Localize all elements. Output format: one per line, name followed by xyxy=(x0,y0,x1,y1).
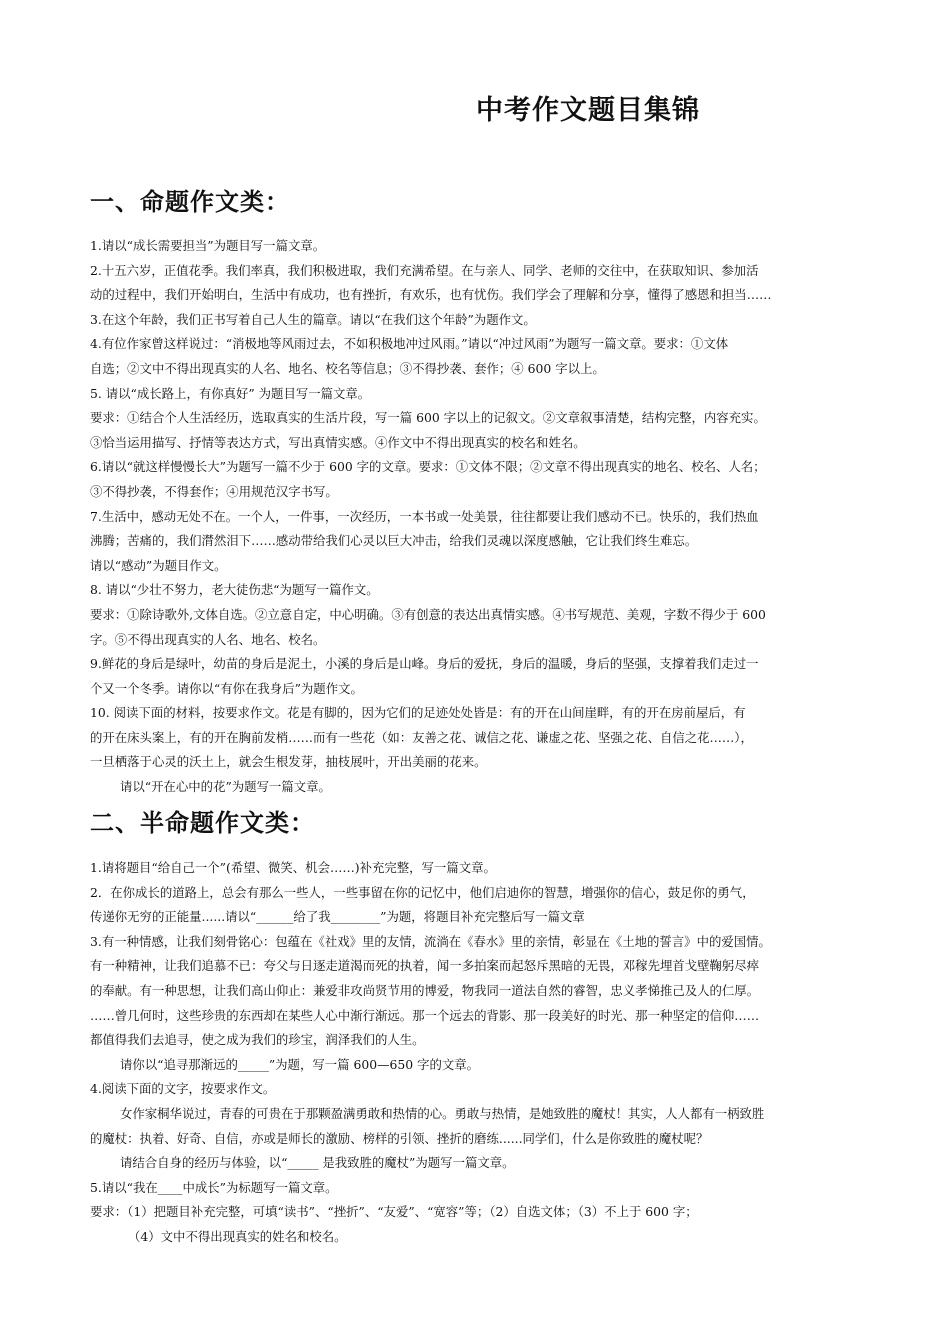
text-line: 3.在这个年龄，我们正书写着自己人生的篇章。请以“在我们这个年龄”为题作文。 xyxy=(90,311,536,327)
text-line: 4.有位作家曾这样说过：“消极地等风雨过去，不如积极地冲过风雨。”请以“冲过风雨”为题写一篇文章。要求：①文体 xyxy=(90,336,729,352)
text-line: 字。⑤不得出现真实的人名、地名、校名。 xyxy=(90,631,326,647)
text-line: 个又一个冬季。请你以“有你在我身后”为题作文。 xyxy=(90,680,363,696)
text-line: 传递你无穷的正能量......请以“______给了我________”为题，将题目补充完整后写一篇文章 xyxy=(90,909,585,925)
text-line: 1.请将题目“给自己一个”(希望、微笑、机会……)补充完整，写一篇文章。 xyxy=(90,860,496,875)
text-line: 自选；②文中不得出现真实的人名、地名、校名等信息；③不得抄袭、套作；④ 600 字以上。 xyxy=(90,360,605,376)
text-line: 一旦栖落于心灵的沃土上，就会生根发芽，抽枝展叶，开出美丽的花来。 xyxy=(90,754,487,770)
section-body-proposition xyxy=(90,234,862,800)
text-line: 3.有一种情感，让我们刻骨铭心：包蕴在《社戏》里的友情，流淌在《春水》里的亲情，彰显在《土地的誓言》中的爱国情。 xyxy=(90,933,771,949)
text-line: 请以“感动”为题目作文。 xyxy=(90,557,227,573)
text-line: 女作家桐华说过，青春的可贵在于那颗盈满勇敢和热情的心。勇敢与热情，是她致胜的魔杖！其实，人人都有一柄致胜 xyxy=(120,1105,765,1121)
text-line: 要求：①结合个人生活经历，选取真实的生活片段，写一篇 600 字以上的记叙文。②文章叙事清楚，结构完整，内容充实。 xyxy=(90,410,766,426)
text-line: 7.生活中，感动无处不在。一个人，一件事，一次经历，一本书或一处美景，往往都要让我们感动不已。快乐的，我们热血 xyxy=(90,508,759,524)
text-line: ③不得抄袭，不得套作；④用规范汉字书写。 xyxy=(90,483,338,499)
text-line: 有一种精神，让我们追慕不已：夸父与日逐走道渴而死的执着，闻一多拍案而起怒斥黑暗的无畏，邓稼先埋首戈壁鞠躬尽瘁 xyxy=(90,958,760,974)
text-line: 请以“开在心中的花”为题写一篇文章。 xyxy=(120,779,331,795)
text-line: 请你以“追寻那渐远的_____”为题，写一篇 600—650 字的文章。 xyxy=(120,1056,480,1072)
text-line: 的魔杖：执着、好奇、自信，亦或是师长的激励、榜样的引领、挫折的磨练......同学们，什么是你致胜的魔杖呢？ xyxy=(90,1130,709,1146)
text-line: 9.鲜花的身后是绿叶，幼苗的身后是泥土，小溪的身后是山峰。身后的爱抚，身后的温暖，身后的坚强，支撑着我们走过一 xyxy=(90,656,759,672)
text-line: 沸腾；苦痛的，我们潸然泪下……感动带给我们心灵以巨大冲击，给我们灵魂以深度感触，它让我们终生难忘。 xyxy=(90,533,698,549)
text-line: 2.十五六岁，正值花季。我们率真，我们积极进取，我们充满希望。在与亲人、同学、老师的交往中，在获取知识、参加活 xyxy=(90,262,759,278)
text-line: （4）文中不得出现真实的姓名和校名。 xyxy=(128,1228,347,1244)
text-line: 请结合自身的经历与体验，以“_____ 是我致胜的魔杖”为题写一篇文章。 xyxy=(120,1155,515,1171)
text-line: 要求：（1）把题目补充完整，可填“读书”、“挫折”、“友爱”、“宽容”等；（2）自选文体；（3）不上于 600 字； xyxy=(90,1204,698,1220)
section-heading-semi-proposition: 二、半命题作文类： xyxy=(90,809,315,837)
section-heading-proposition: 一、命题作文类： xyxy=(90,188,290,216)
text-line: 2．在你成长的道路上，总会有那么一些人，一些事留在你的记忆中，他们启迪你的智慧，增强你的信心，鼓足你的勇气， xyxy=(90,884,755,900)
section-body-semi-proposition xyxy=(90,856,862,1250)
text-line: 6.请以“就这样慢慢长大”为题写一篇不少于 600 字的文章。要求：①文体不限；②文章不得出现真实的地名、校名、人名； xyxy=(90,459,766,475)
text-line: 5.请以“我在____中成长”为标题写一篇文章。 xyxy=(90,1179,338,1195)
text-line: 都值得我们去追寻，使之成为我们的珍宝，润泽我们的人生。 xyxy=(90,1032,425,1048)
text-line: 4.阅读下面的文字，按要求作文。 xyxy=(90,1081,276,1097)
text-line: 动的过程中，我们开始明白，生活中有成功，也有挫折，有欢乐，也有忧伤。我们学会了理解和分享，懂得了感恩和担当…… xyxy=(90,287,772,303)
text-line: 5. 请以“成长路上，有你真好” 为题目写一篇文章。 xyxy=(90,385,371,401)
text-line: ③恰当运用描写、抒情等表达方式，写出真情实感。④作文中不得出现真实的校名和姓名。 xyxy=(90,434,586,450)
document-title: 中考作文题目集锦 xyxy=(476,95,700,126)
text-line: ……曾几何时，这些珍贵的东西却在某些人心中渐行渐远。那一个远去的背影、那一段美好的时光、那一种坚定的信仰…… xyxy=(90,1007,760,1023)
text-line: 1.请以“成长需要担当”为题目写一篇文章。 xyxy=(90,238,326,253)
text-line: 的奉献。有一种思想，让我们高山仰止：兼爱非攻尚贤节用的博爱，物我同一道法自然的睿智，忠义孝悌推己及人的仁厚。 xyxy=(90,982,760,998)
text-line: 10. 阅读下面的材料，按要求作文。花是有脚的，因为它们的足迹处处皆是：有的开在山间崖畔，有的开在房前屋后，有 xyxy=(90,705,746,721)
text-line: 要求：①除诗歌外,文体自选。②立意自定，中心明确。③有创意的表达出真情实感。④书写规范、美观，字数不得少于 600 xyxy=(90,606,766,622)
text-line: 8. 请以“少壮不努力，老大徒伤悲“为题写一篇作文。 xyxy=(90,582,379,598)
text-line: 的开在床头案上，有的开在胸前发梢……而有一些花（如：友善之花、诚信之花、谦虚之花、坚强之花、自信之花……）， xyxy=(90,729,753,745)
